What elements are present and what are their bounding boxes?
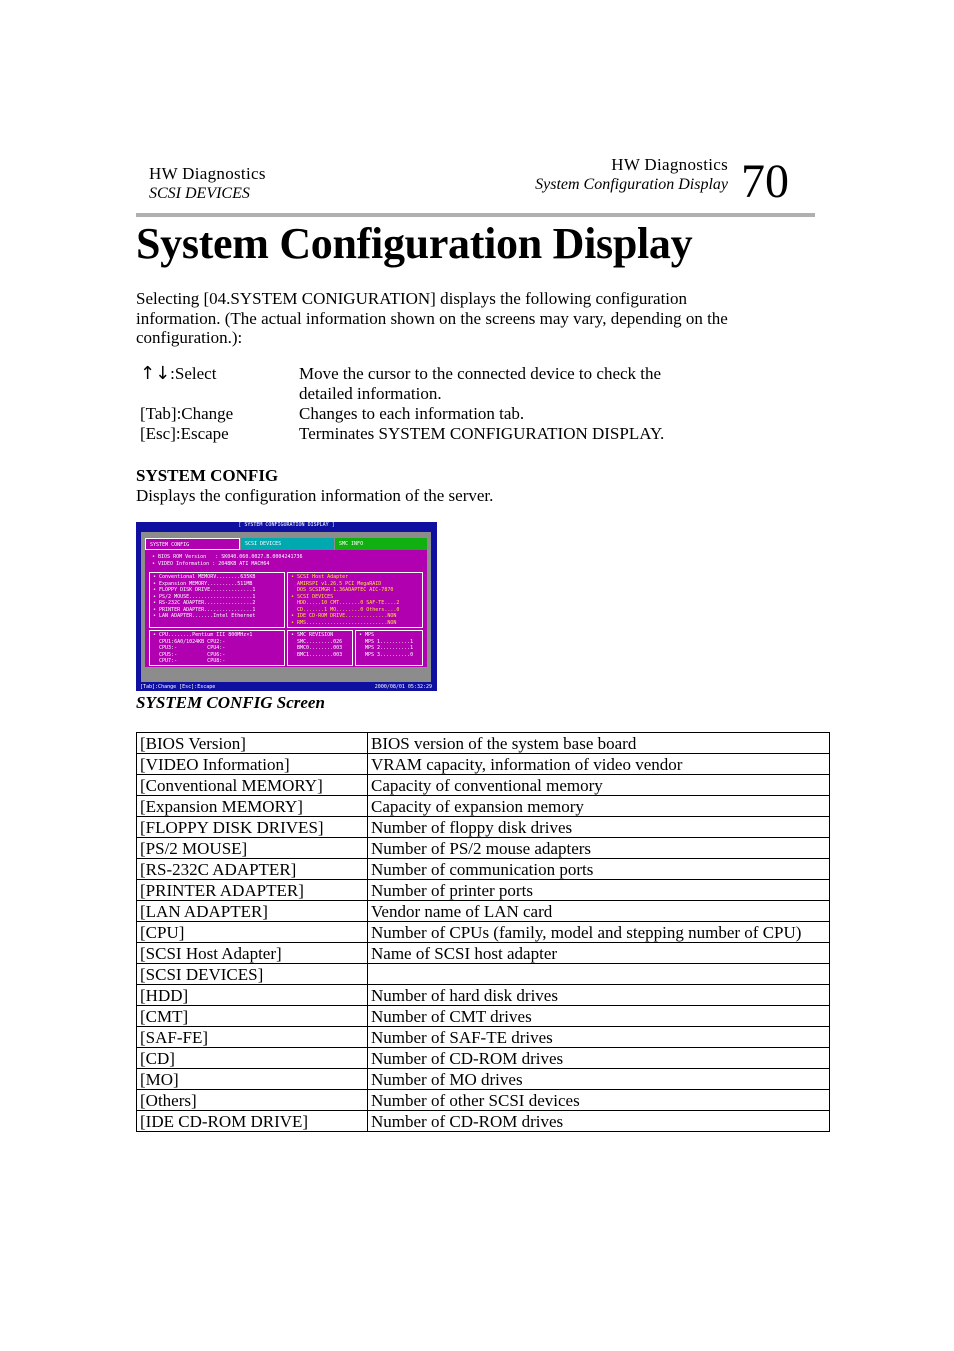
term-cell: [CD]	[137, 1048, 368, 1069]
status-keys: [Tab]:Change [Esc]:Escape	[140, 684, 216, 690]
description-cell: Number of PS/2 mouse adapters	[368, 838, 830, 859]
table-row	[137, 1048, 830, 1069]
term-cell: [MO]	[137, 1069, 368, 1090]
cpu-box: • CPU........Pentium III 800MHz×1 CPU1:6A0/1024KB CPU2:- CPU3:- CPU4:- CPU5:- CPU6:- CPU7:- CPU8:-	[149, 630, 285, 666]
tab-smc-info[interactable]: SMC INFO	[335, 538, 427, 550]
term-cell: [SCSI DEVICES]	[137, 964, 368, 985]
term-cell: [BIOS Version]	[137, 733, 368, 754]
description-cell: Number of CPUs (family, model and stepping number of CPU)	[368, 922, 830, 943]
description-cell: Number of communication ports	[368, 859, 830, 880]
term-cell: [FLOPPY DISK DRIVES]	[137, 817, 368, 838]
description-cell: Number of floppy disk drives	[368, 817, 830, 838]
status-datetime: 2000/08/01 05:32:29	[374, 684, 432, 690]
term-cell: [PRINTER ADAPTER]	[137, 880, 368, 901]
tab-system-config[interactable]: SYSTEM CONFIG	[145, 538, 240, 550]
key-escape: [Esc]:Escape	[140, 424, 229, 443]
table-row	[137, 733, 830, 754]
table-row	[137, 964, 830, 985]
description-cell: Name of SCSI host adapter	[368, 943, 830, 964]
table-row	[137, 1006, 830, 1027]
mps-box: • MPS MPS 1..........1 MPS 2..........1 MPS 3..........0	[355, 630, 423, 666]
system-config-screenshot	[136, 522, 437, 691]
term-cell: [RS-232C ADAPTER]	[137, 859, 368, 880]
key-change: [Tab]:Change	[140, 404, 234, 423]
header-topic-right: System Configuration Display	[535, 176, 728, 193]
key-escape-desc: Terminates SYSTEM CONFIGURATION DISPLAY.	[299, 424, 665, 443]
key-select: ↑↓:Select	[140, 363, 217, 384]
table-row	[137, 1069, 830, 1090]
term-cell: [Expansion MEMORY]	[137, 796, 368, 817]
description-cell: Number of hard disk drives	[368, 985, 830, 1006]
header-chapter-right: HW Diagnostics	[611, 155, 728, 174]
description-cell: Number of printer ports	[368, 880, 830, 901]
scsi-summary-box: • SCSI Host Adapter AMIRSPI v1.26.5 PCI MegaRAID DOS SCSIMGR 1.36ADAPTEC AIC-7870 • SCSI DEVICES HDD.....10 CMT.......0 SAF-TE....2 CD.......1 MO........0 Others....0 • IDE CD-ROM DRIVE..............NON • RMS...........................NON	[287, 572, 423, 628]
description-cell: Number of CD-ROM drives	[368, 1048, 830, 1069]
term-cell: [SCSI Host Adapter]	[137, 943, 368, 964]
header-chapter: HW Diagnostics	[149, 164, 266, 183]
smc-revision-box: • SMC REVISION SMC.........026 BMC0........003 BMC1........003	[287, 630, 353, 666]
table-row	[137, 775, 830, 796]
table-row	[137, 985, 830, 1006]
term-cell: [HDD]	[137, 985, 368, 1006]
screen-title: [ SYSTEM CONFIGURATION DISPLAY ]	[238, 522, 335, 528]
term-cell: [CMT]	[137, 1006, 368, 1027]
term-cell: [Others]	[137, 1090, 368, 1111]
intro-paragraph: Selecting [04.SYSTEM CONIGURATION] displays the following configuration information. (The actual information shown on the screens may vary, depending on the configuration.):	[136, 289, 728, 347]
section-description: Displays the configuration information of the server.	[136, 486, 494, 505]
term-cell: [LAN ADAPTER]	[137, 901, 368, 922]
table-row	[137, 880, 830, 901]
figure-caption: SYSTEM CONFIG Screen	[136, 693, 325, 712]
term-cell: [VIDEO Information]	[137, 754, 368, 775]
tab-scsi-devices[interactable]: SCSI DEVICES	[241, 538, 334, 550]
description-cell: VRAM capacity, information of video vendor	[368, 754, 830, 775]
memory-devices-box: • Conventional MEMORV........635KB • Expansion MEMORY..........511MB • FLOPPY DISK DRIVE..............1 • PS/2 MOUSE.....................1 • RS-232C ADAPTER................2 • PRINTER ADAPTER................1 • LAN ADAPTER.......Intel Ethernet	[149, 572, 285, 628]
header-divider	[136, 213, 815, 217]
description-cell: Number of CMT drives	[368, 1006, 830, 1027]
term-cell: [CPU]	[137, 922, 368, 943]
table-row	[137, 901, 830, 922]
description-cell: Vendor name of LAN card	[368, 901, 830, 922]
term-cell: [PS/2 MOUSE]	[137, 838, 368, 859]
key-change-desc: Changes to each information tab.	[299, 404, 525, 423]
term-cell: [IDE CD-ROM DRIVE]	[137, 1111, 368, 1132]
table-row	[137, 922, 830, 943]
table-row	[137, 754, 830, 775]
table-row	[137, 859, 830, 880]
description-cell: Capacity of conventional memory	[368, 775, 830, 796]
page-number: 70	[741, 155, 789, 208]
description-cell: Number of SAF-TE drives	[368, 1027, 830, 1048]
table-row	[137, 943, 830, 964]
page-title: System Configuration Display	[136, 219, 693, 268]
table-row	[137, 1111, 830, 1132]
table-row	[137, 1027, 830, 1048]
screen-status-bar	[136, 684, 437, 691]
description-cell: Capacity of expansion memory	[368, 796, 830, 817]
running-header-left	[149, 164, 266, 203]
table-row	[137, 1090, 830, 1111]
running-header-right	[535, 155, 728, 194]
screen-panel	[145, 550, 427, 667]
header-section: SCSI DEVICES	[149, 185, 250, 202]
description-cell: Number of other SCSI devices	[368, 1090, 830, 1111]
description-cell: BIOS version of the system base board	[368, 733, 830, 754]
term-cell: [SAF-FE]	[137, 1027, 368, 1048]
description-cell: Number of CD-ROM drives	[368, 1111, 830, 1132]
key-select-desc: Move the cursor to the connected device to check the detailed information.	[299, 364, 662, 403]
table-row	[137, 796, 830, 817]
description-cell: Number of MO drives	[368, 1069, 830, 1090]
table-row	[137, 817, 830, 838]
section-heading: SYSTEM CONFIG	[136, 466, 279, 485]
bios-info-box: • BIOS ROM Version : SK040.060.0027.B.0004241736 • VIDEO Information : 2048KB ATI MACH64	[152, 554, 303, 567]
up-down-arrow-icon: ↑↓	[140, 363, 171, 384]
term-cell: [Conventional MEMORY]	[137, 775, 368, 796]
definitions-table	[136, 732, 830, 1132]
table-row	[137, 838, 830, 859]
description-cell	[368, 964, 830, 985]
